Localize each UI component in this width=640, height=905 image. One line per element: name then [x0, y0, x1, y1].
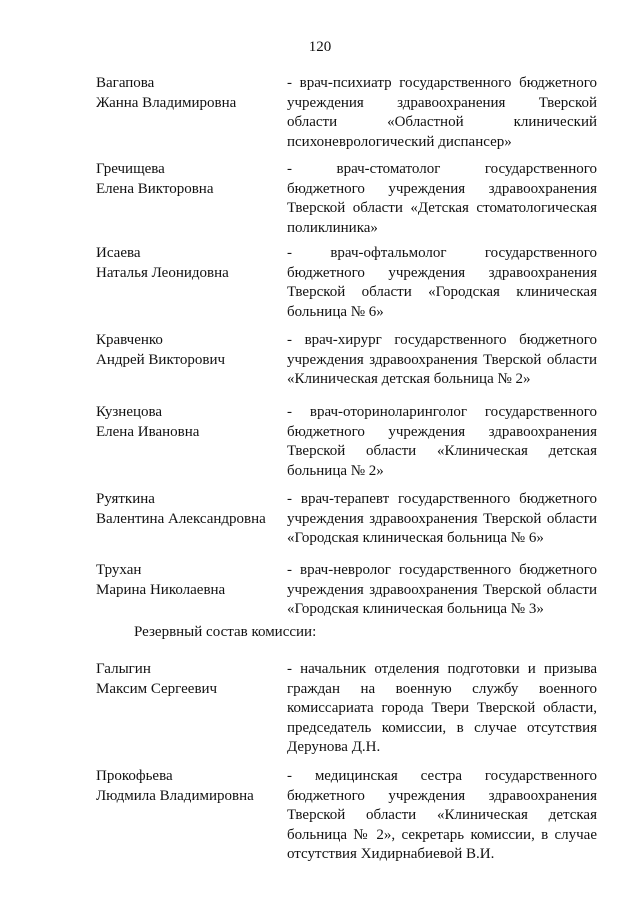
member-description [287, 160, 597, 238]
member-description [287, 244, 597, 322]
member-given-name: Андрей Викторович [96, 351, 226, 368]
description-line: поликлиника» [287, 219, 378, 236]
member-name [96, 244, 281, 283]
member-surname: Гречищева [96, 161, 165, 177]
reserve-section-heading: Резервный состав комиссии: [134, 624, 317, 640]
description-line: «Городская клиническая больница № 6» [287, 530, 544, 546]
description-line: - врач-психиатр государственного бюджетного [287, 75, 597, 91]
member-name [96, 490, 281, 529]
description-line: Тверской области «Клиническая детская [287, 443, 597, 459]
description-line: учреждения здравоохранения Тверской области [287, 510, 597, 527]
description-line: учреждения здравоохранения Тверской [287, 94, 597, 111]
description-line: - врач-оториноларинголог государственного [287, 404, 597, 420]
member-surname: Кузнецова [96, 404, 163, 420]
member-surname: Трухан [96, 562, 142, 578]
member-surname: Галыгин [96, 661, 151, 677]
member-name [96, 561, 281, 600]
description-line: Тверской области «Городская клиническая [287, 284, 597, 300]
member-description [287, 767, 597, 865]
description-line: области «Областной клинический [287, 114, 597, 130]
member-name [96, 331, 281, 370]
member-given-name: Елена Ивановна [96, 423, 200, 440]
member-given-name: Валентина Александровна [96, 510, 266, 527]
description-line: граждан на военную службу военного [287, 680, 597, 697]
description-line: комиссариата города Твери Тверской области, [287, 700, 597, 716]
description-line: бюджетного учреждения здравоохранения [287, 180, 597, 197]
description-line: отсутствия Хидирнабиевой В.И. [287, 846, 495, 862]
member-name [96, 403, 281, 442]
description-line: - врач-офтальмолог государственного [287, 245, 597, 261]
member-given-name: Максим Сергеевич [96, 680, 218, 697]
description-line: психоневрологический диспансер» [287, 133, 512, 150]
description-line: бюджетного учреждения здравоохранения [287, 787, 597, 804]
description-line: учреждения здравоохранения Тверской области [287, 351, 597, 368]
description-line: бюджетного учреждения здравоохранения [287, 264, 597, 281]
member-given-name: Марина Николаевна [96, 581, 226, 598]
description-line: - начальник отделения подготовки и призыва [287, 661, 597, 677]
description-line: Тверской области «Детская стоматологическая [287, 200, 597, 216]
member-description [287, 403, 597, 481]
description-line: больница № 2», секретарь комиссии, в случае [287, 826, 597, 843]
member-description [287, 561, 597, 620]
member-name [96, 160, 281, 199]
member-description [287, 331, 597, 390]
member-given-name: Людмила Владимировна [96, 787, 254, 804]
member-name [96, 74, 281, 113]
description-line: - врач-терапевт государственного бюджетного [287, 491, 597, 507]
member-name [96, 767, 281, 806]
member-surname: Прокофьева [96, 768, 173, 784]
member-surname: Кравченко [96, 332, 163, 348]
description-line: «Клиническая детская больница № 2» [287, 371, 531, 387]
member-description [287, 660, 597, 758]
description-line: учреждения здравоохранения Тверской области [287, 581, 597, 598]
member-description [287, 490, 597, 549]
description-line: - врач-стоматолог государственного [287, 161, 597, 177]
member-given-name: Жанна Владимировна [96, 94, 237, 111]
description-line: больница № 2» [287, 462, 384, 479]
page-number: 120 [308, 39, 332, 55]
description-line: - врач-невролог государственного бюджетного [287, 562, 597, 578]
description-line: «Городская клиническая больница № 3» [287, 601, 544, 617]
description-line: - врач-хирург государственного бюджетного [287, 332, 597, 348]
member-surname: Вагапова [96, 75, 155, 91]
description-line: Дерунова Д.Н. [287, 739, 381, 755]
member-given-name: Наталья Леонидовна [96, 264, 229, 281]
description-line: Тверской области «Клиническая детская [287, 807, 597, 823]
member-description [287, 74, 597, 152]
member-given-name: Елена Викторовна [96, 180, 214, 197]
description-line: председатель комиссии, в случае отсутствия [287, 719, 597, 736]
member-surname: Исаева [96, 245, 141, 261]
description-line: больница № 6» [287, 303, 384, 320]
member-name [96, 660, 281, 699]
member-surname: Руяткина [96, 491, 155, 507]
description-line: бюджетного учреждения здравоохранения [287, 423, 597, 440]
description-line: - медицинская сестра государственного [287, 768, 597, 784]
